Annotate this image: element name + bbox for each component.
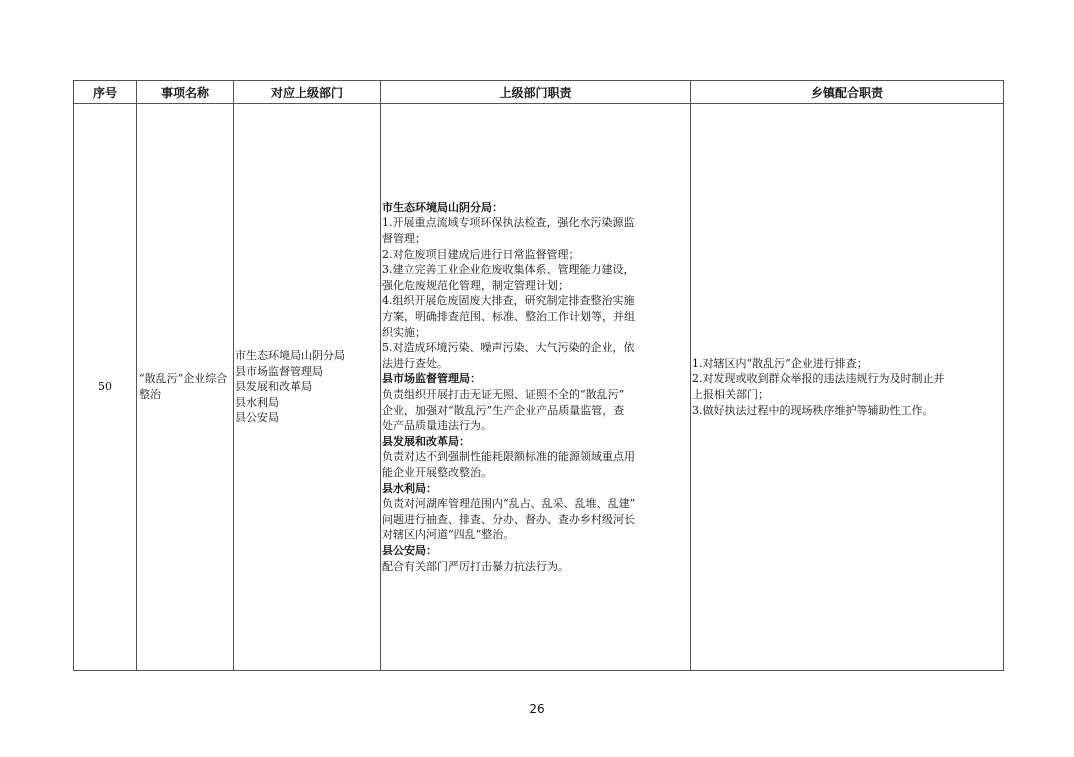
responsibility-title: 市生态环境局山阴分局： [382,200,503,214]
header-item-name: 事项名称 [137,81,234,104]
responsibility-line: 负责对河湖库管理范围内“乱占、乱采、乱堆、乱建” [382,497,636,511]
header-number: 序号 [74,81,137,104]
row-item-name [137,104,234,671]
responsibility-line: 1.开展重点流域专项环保执法检查，强化水污染源监 [382,216,635,230]
header-department: 对应上级部门 [234,81,381,104]
duty-table [73,80,1004,671]
responsibility-title: 县发展和改革局： [382,434,470,448]
responsibility-line: 法进行查处。 [382,356,448,370]
item-name-text: “散乱污”企业综合整治 [139,372,228,401]
responsibility-line: 督管理； [382,232,426,246]
responsibility-line: 对辖区内河道“四乱”整治。 [382,528,515,542]
responsibility-line: 问题进行抽查、排查、分办、督办、查办乡村级河长 [382,512,635,526]
responsibility-line: 2.对危废项目建成后进行日常监督管理； [382,247,580,261]
town-duty-line: 1.对辖区内“散乱污”企业进行排查； [692,356,868,370]
responsibility-line: 企业，加强对“散乱污”生产企业产品质量监管，查 [382,403,625,417]
responsibility-line: 织实施； [382,325,426,339]
responsibility-title: 县水利局： [382,481,437,495]
header-town-duties: 乡镇配合职责 [691,81,1004,104]
responsibility-title: 县公安局： [382,543,437,557]
row-town-duties [691,104,1004,671]
town-duty-line: 2.对发现或收到群众举报的违法违规行为及时制止并 [692,372,945,386]
header-row [74,81,1004,104]
row-number: 50 [74,104,137,671]
responsibility-line: 处产品质量违法行为。 [382,419,492,433]
responsibility-line: 方案，明确排查范围、标准、整治工作计划等，并组 [382,310,635,324]
row-departments [234,104,381,671]
department-name: 县发展和改革局 [235,380,312,394]
header-dept-responsibilities: 上级部门职责 [381,81,691,104]
row-dept-responsibilities [381,104,691,671]
responsibility-line: 配合有关部门严厉打击暴力抗法行为。 [382,559,569,573]
town-duty-line: 3.做好执法过程中的现场秩序维护等辅助性工作。 [692,403,934,417]
page-number: 26 [529,702,545,716]
responsibility-line: 负责对达不到强制性能耗限额标准的能源领域重点用 [382,450,635,464]
department-name: 县水利局 [235,395,279,409]
responsibility-line: 5.对造成环境污染、噪声污染、大气污染的企业，依 [382,341,635,355]
responsibility-line: 强化危废规范化管理，制定管理计划； [382,278,569,292]
responsibility-line: 负责组织开展打击无证无照、证照不全的“散乱污” [382,388,625,401]
responsibility-line: 4.组织开展危废固废大排查，研究制定排查整治实施 [382,294,635,308]
responsibility-title: 县市场监督管理局： [382,372,481,386]
department-name: 县公安局 [235,411,279,425]
table-row [74,104,1004,671]
department-name: 县市场监督管理局 [235,364,323,378]
responsibility-line: 能企业开展整改整治。 [382,465,492,479]
department-name: 市生态环境局山阴分局 [235,349,345,363]
town-duty-line: 上报相关部门； [692,388,769,401]
responsibility-line: 3.建立完善工业企业危废收集体系、管理能力建设， [382,263,635,277]
